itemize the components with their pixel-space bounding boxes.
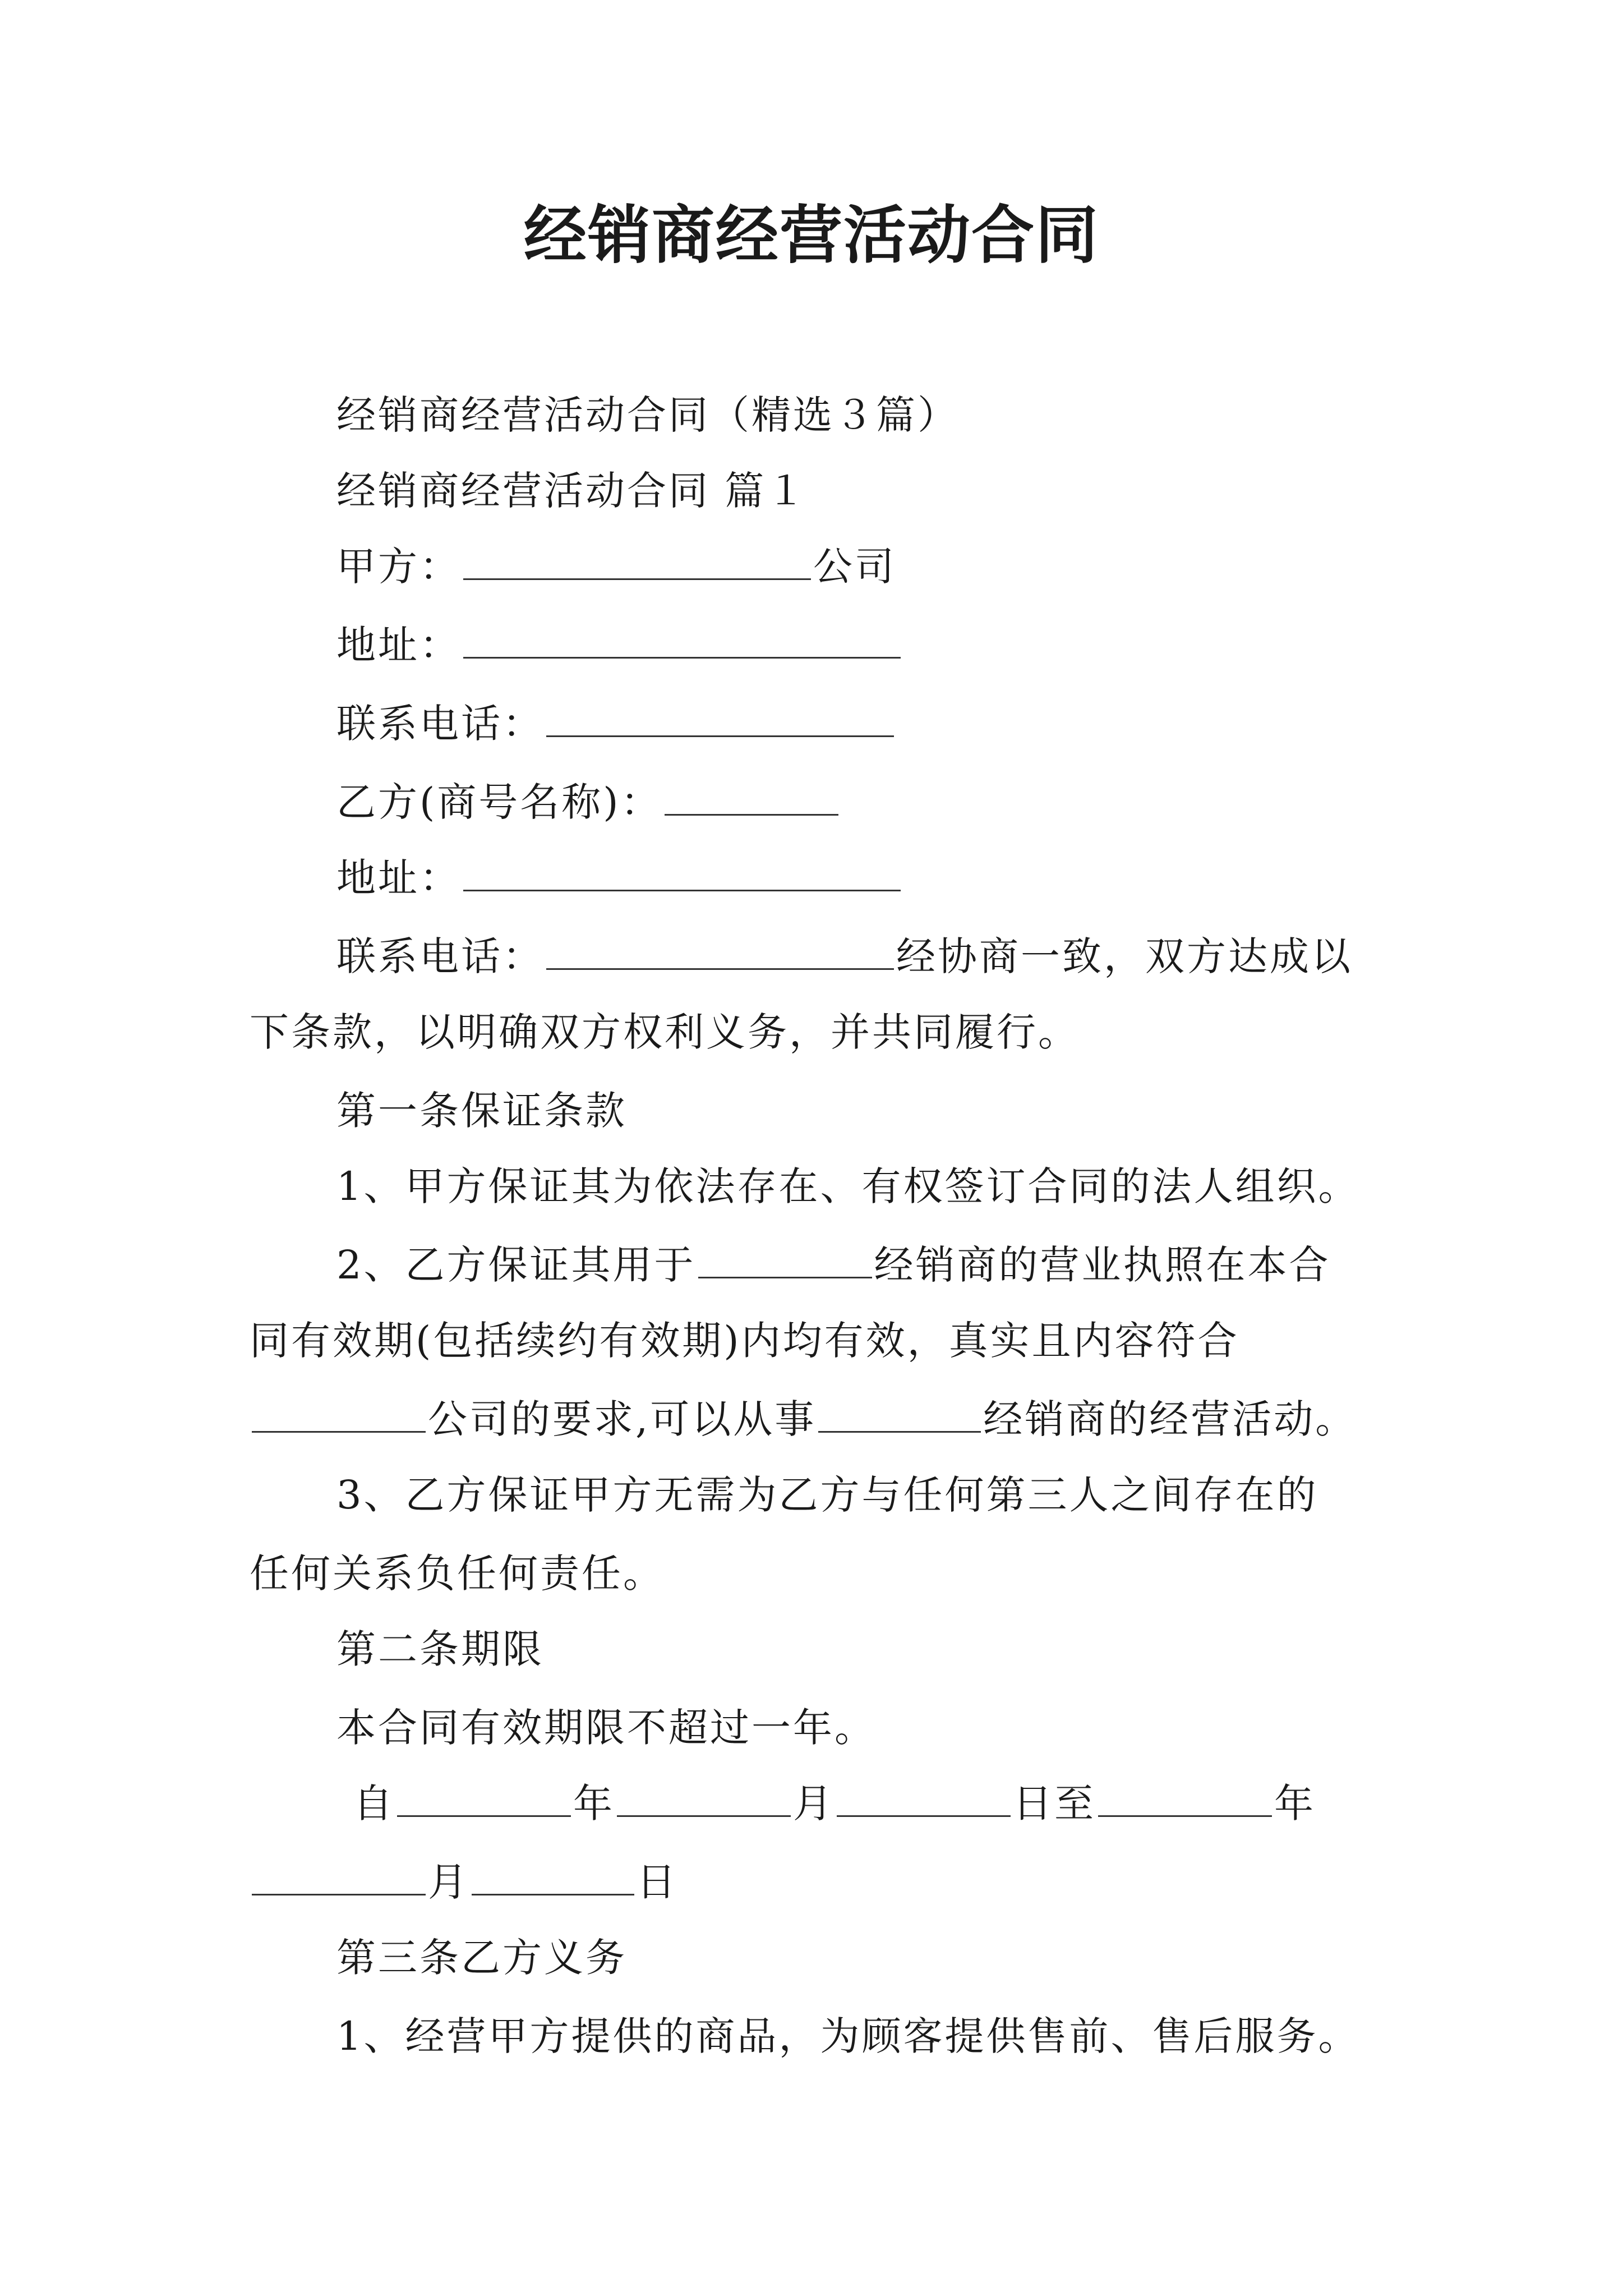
clause-1-2-cont2: 公司的要求,可以从事 经销商的经营活动。 (250, 1391, 1357, 1447)
business-blank[interactable] (818, 1392, 981, 1433)
party-a-address-line: 地址： (336, 617, 903, 673)
document-title: 经销商经营活动合同 (524, 199, 1099, 272)
term-dates-cont: 月 日 (250, 1854, 678, 1910)
party-b-line: 乙方(商号名称)： (336, 774, 841, 830)
subtitle: 经销商经营活动合同（精选３篇） (336, 392, 959, 438)
term-text: 本合同有效期限不超过一年。 (336, 1705, 876, 1751)
article-2-heading: 第二条期限 (336, 1626, 544, 1672)
party-b-phone-line: 联系电话： 经协商一致，双方达成以 (336, 928, 1353, 984)
clause-1-1: 1、甲方保证其为依法存在、有权签订合同的法人组织。 (336, 1163, 1360, 1209)
party-b-phone-blank[interactable] (546, 929, 894, 970)
company-blank[interactable] (252, 1392, 426, 1433)
end-day-blank[interactable] (472, 1855, 634, 1895)
party-b-address-blank[interactable] (463, 850, 901, 891)
party-b-name-blank[interactable] (665, 775, 838, 816)
clause-3-1: 1、经营甲方提供的商品，为顾客提供售前、售后服务。 (336, 2013, 1360, 2059)
start-day-blank[interactable] (837, 1776, 1011, 1817)
clause-1-2: 2、乙方保证其用于 经销商的营业执照在本合 (336, 1237, 1331, 1293)
clause-1-2-cont: 同有效期(包括续约有效期)内均有效，真实且内容符合 (250, 1318, 1239, 1364)
party-a-phone-line: 联系电话： (336, 696, 896, 752)
party-b-address-line: 地址： (336, 850, 903, 906)
clause-1-3-cont: 任何关系负任何责任。 (250, 1550, 665, 1596)
section-heading-1: 经销商经营活动合同 篇１ (336, 468, 808, 514)
party-a-address-blank[interactable] (463, 618, 901, 659)
end-month-blank[interactable] (252, 1855, 426, 1895)
party-a-phone-blank[interactable] (546, 696, 894, 737)
start-year-blank[interactable] (397, 1776, 571, 1817)
clause-1-3: 3、乙方保证甲方无需为乙方与任何第三人之间存在的 (336, 1472, 1318, 1518)
article-1-heading: 第一条保证条款 (336, 1088, 627, 1134)
start-month-blank[interactable] (617, 1776, 791, 1817)
paragraph-text: 下条款，以明确双方权利义务，并共同履行。 (250, 1009, 1080, 1055)
party-a-name-blank[interactable] (463, 539, 811, 580)
party-a-line: 甲方： 公司 (336, 539, 896, 595)
term-dates-line: 自 年 月 日至 年 (353, 1775, 1316, 1832)
end-year-blank[interactable] (1098, 1776, 1272, 1817)
brand-blank[interactable] (698, 1237, 872, 1278)
article-3-heading: 第三条乙方义务 (336, 1935, 627, 1981)
